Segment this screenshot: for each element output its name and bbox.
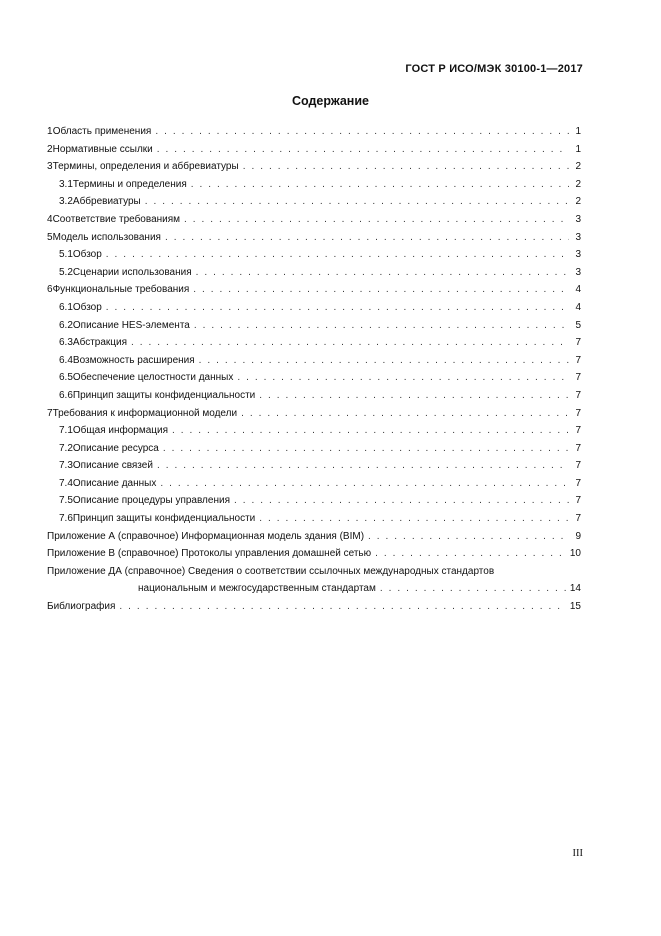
toc-entry-label: Обзор xyxy=(72,301,102,313)
toc-entry[interactable] xyxy=(47,299,581,317)
toc-entry-page: 3 xyxy=(575,231,581,243)
toc-entry[interactable] xyxy=(47,457,581,475)
toc-entry-page: 10 xyxy=(569,548,581,560)
toc-entry-number: 6.1 xyxy=(59,301,73,313)
toc-entry[interactable] xyxy=(47,158,581,176)
toc-entry[interactable] xyxy=(47,211,581,229)
toc-entry-page: 5 xyxy=(575,319,581,331)
toc-entry-appendix-da-line2[interactable] xyxy=(47,580,581,598)
toc-entry-page: 7 xyxy=(575,425,581,437)
toc-entry-page: 7 xyxy=(575,389,581,401)
page-number: III xyxy=(572,848,583,859)
leader-dots xyxy=(131,334,569,352)
toc-entry-number: 7.6 xyxy=(59,513,73,525)
leader-dots xyxy=(375,545,566,563)
toc-entry-number: 6.3 xyxy=(59,337,73,349)
leader-dots xyxy=(380,580,566,598)
toc-entry-number: 2 xyxy=(47,143,53,155)
toc-entry[interactable] xyxy=(47,229,581,247)
toc-entry-page: 3 xyxy=(575,213,581,225)
toc-entry-page: 14 xyxy=(569,583,581,595)
leader-dots xyxy=(157,457,569,475)
toc-entry-number: 5.1 xyxy=(59,249,73,261)
leader-dots xyxy=(196,264,569,282)
toc-entry-label: Приложение ДА (справочное) Сведения о соответствии ссылочных международных стандартов xyxy=(47,565,495,577)
toc-entry-page: 7 xyxy=(575,460,581,472)
toc-entry-number: 4 xyxy=(47,213,53,225)
toc-entry[interactable] xyxy=(47,317,581,335)
leader-dots xyxy=(163,440,569,458)
toc-entry[interactable] xyxy=(47,281,581,299)
toc-entry-number: 5.2 xyxy=(59,266,73,278)
leader-dots xyxy=(243,158,569,176)
leader-dots xyxy=(160,475,569,493)
toc-entry-label: Обзор xyxy=(72,249,102,261)
toc-entry[interactable] xyxy=(47,510,581,528)
toc-entry[interactable] xyxy=(47,141,581,159)
toc-entry-label: Описание ресурса xyxy=(72,442,159,454)
toc-entry[interactable] xyxy=(47,193,581,211)
toc-entry-page: 7 xyxy=(575,477,581,489)
leader-dots xyxy=(368,528,569,546)
toc-entry[interactable] xyxy=(47,246,581,264)
toc-entry-label: Нормативные ссылки xyxy=(52,143,153,155)
toc-entry-page: 7 xyxy=(575,495,581,507)
toc-entry[interactable] xyxy=(47,387,581,405)
leader-dots xyxy=(184,211,569,229)
leader-dots xyxy=(155,123,569,141)
leader-dots xyxy=(193,281,569,299)
toc-entry-label: Функциональные требования xyxy=(52,284,190,296)
toc-entry[interactable] xyxy=(47,545,581,563)
leader-dots xyxy=(172,422,569,440)
leader-dots xyxy=(106,246,569,264)
toc-entry-label: Требования к информационной модели xyxy=(52,407,238,419)
toc-entry-bibliography[interactable] xyxy=(47,598,581,616)
toc-entry[interactable] xyxy=(47,492,581,510)
toc-entry-label: Общая информация xyxy=(72,425,169,437)
toc-entry-label: национальным и межгосударственным стандартам xyxy=(138,583,376,595)
toc-entry-label: Принцип защиты конфиденциальности xyxy=(72,513,256,525)
toc-entry-label: Абстракция xyxy=(72,337,127,349)
toc-entry-number: 6.4 xyxy=(59,354,73,366)
toc-entry[interactable] xyxy=(47,422,581,440)
toc-entry-appendix-da-line1[interactable] xyxy=(47,563,581,581)
toc-entry-label: Приложение В (справочное) Протоколы управления домашней сетью xyxy=(47,548,372,560)
toc-entry[interactable] xyxy=(47,264,581,282)
leader-dots xyxy=(119,598,565,616)
toc-entry-number: 7.2 xyxy=(59,442,73,454)
toc-entry-page: 2 xyxy=(575,161,581,173)
document-id-header: ГОСТ Р ИСО/МЭК 30100-1—2017 xyxy=(405,63,583,75)
toc-entry-page: 7 xyxy=(575,337,581,349)
toc-entry-number: 7.3 xyxy=(59,460,73,472)
toc-entry-number: 6.2 xyxy=(59,319,73,331)
toc-entry-label: Описание HES-элемента xyxy=(72,319,190,331)
toc-entry-label: Описание процедуры управления xyxy=(72,495,230,507)
leader-dots xyxy=(234,492,569,510)
toc-entry-page: 7 xyxy=(575,354,581,366)
toc-entry-page: 4 xyxy=(575,284,581,296)
leader-dots xyxy=(165,229,569,247)
toc-entry-number: 6.5 xyxy=(59,372,73,384)
toc-entry[interactable] xyxy=(47,352,581,370)
toc-entry-page: 3 xyxy=(575,266,581,278)
toc-entry-page: 2 xyxy=(575,196,581,208)
toc-entry-number: 5 xyxy=(47,231,53,243)
toc-entry-page: 7 xyxy=(575,513,581,525)
toc-entry-number: 3.2 xyxy=(59,196,73,208)
toc-entry-page: 2 xyxy=(575,178,581,190)
toc-entry-label: Описание данных xyxy=(72,477,157,489)
toc-entry-page: 7 xyxy=(575,407,581,419)
leader-dots xyxy=(145,193,569,211)
toc-entry-label: Возможность расширения xyxy=(72,354,195,366)
table-of-contents xyxy=(47,123,581,616)
toc-entry-label: Модель использования xyxy=(52,231,161,243)
toc-entry-page: 9 xyxy=(575,530,581,542)
toc-entry-label: Термины и определения xyxy=(72,178,187,190)
leader-dots xyxy=(157,141,569,159)
toc-entry-number: 3 xyxy=(47,161,53,173)
toc-entry-number: 6.6 xyxy=(59,389,73,401)
leader-dots xyxy=(259,510,569,528)
leader-dots xyxy=(199,352,569,370)
leader-dots xyxy=(194,317,569,335)
toc-entry[interactable] xyxy=(47,440,581,458)
toc-entry[interactable] xyxy=(47,334,581,352)
toc-entry-page: 1 xyxy=(575,126,581,137)
toc-entry-label: Аббревиатуры xyxy=(72,196,141,208)
leader-dots xyxy=(241,405,569,423)
toc-entry-number: 7 xyxy=(47,407,53,419)
toc-entry-label: Соответствие требованиям xyxy=(52,213,181,225)
leader-dots xyxy=(106,299,569,317)
toc-entry[interactable] xyxy=(47,123,581,141)
toc-entry-label: Обеспечение целостности данных xyxy=(72,372,234,384)
toc-entry-page: 15 xyxy=(569,601,581,613)
toc-entry-label: Сценарии использования xyxy=(72,266,192,278)
toc-entry-page: 7 xyxy=(575,372,581,384)
toc-entry[interactable] xyxy=(47,176,581,194)
toc-entry-page: 3 xyxy=(575,249,581,261)
toc-entry-number: 1 xyxy=(47,126,53,137)
toc-entry-label: Приложение А (справочное) Информационная модель здания (BIM) xyxy=(47,530,365,542)
toc-entry-label: Описание связей xyxy=(72,460,153,472)
page-title: Содержание xyxy=(291,94,369,108)
toc-entry-page: 7 xyxy=(575,442,581,454)
toc-entry-number: 6 xyxy=(47,284,53,296)
toc-entry-number: 7.5 xyxy=(59,495,73,507)
toc-entry-page: 1 xyxy=(575,143,581,155)
leader-dots xyxy=(259,387,569,405)
toc-entry-page: 4 xyxy=(575,301,581,313)
toc-entry-label: Принцип защиты конфиденциальности xyxy=(72,389,256,401)
toc-entry[interactable] xyxy=(47,528,581,546)
toc-entry-label: Термины, определения и аббревиатуры xyxy=(52,161,239,173)
toc-entry-number: 7.4 xyxy=(59,477,73,489)
toc-entries xyxy=(47,123,581,563)
toc-entry-label: Область применения xyxy=(52,126,152,137)
toc-entry[interactable] xyxy=(47,475,581,493)
toc-entry-number: 7.1 xyxy=(59,425,73,437)
toc-entry[interactable] xyxy=(47,369,581,387)
toc-entry[interactable] xyxy=(47,405,581,423)
leader-dots xyxy=(191,176,569,194)
toc-entry-number: 3.1 xyxy=(59,178,73,190)
toc-entry-label: Библиография xyxy=(47,601,116,613)
leader-dots xyxy=(237,369,569,387)
